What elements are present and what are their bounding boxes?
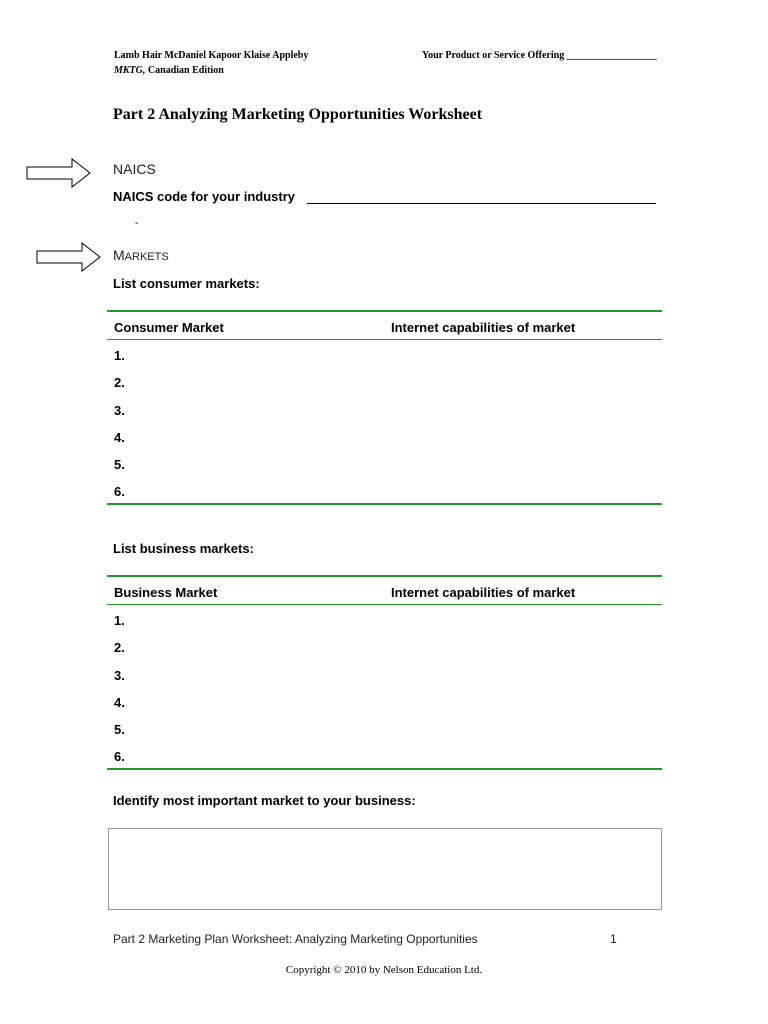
consumer-row-1[interactable]: 1. — [114, 348, 125, 363]
markets-heading-rest: ARKETS — [124, 251, 169, 263]
important-market-answer-box[interactable] — [108, 828, 662, 910]
consumer-row-3[interactable]: 3. — [114, 403, 125, 418]
business-row-6[interactable]: 6. — [114, 749, 125, 764]
naics-code-label: NAICS code for your industry — [113, 189, 296, 204]
page-title: Part 2 Analyzing Marketing Opportunities Worksheet — [113, 106, 483, 123]
consumer-row-6[interactable]: 6. — [114, 484, 125, 499]
table-rule — [107, 604, 662, 605]
product-offering-label: Your Product or Service Offering __________________ — [422, 50, 657, 61]
business-row-1[interactable]: 1. — [114, 613, 125, 628]
business-market-header: Business Market — [114, 585, 218, 600]
naics-heading: NAICS — [113, 161, 156, 177]
page-number: 1 — [610, 932, 617, 946]
table-rule — [107, 310, 662, 312]
business-markets-prompt: List business markets: — [113, 541, 254, 556]
internet-capabilities-header: Internet capabilities of market — [391, 320, 576, 335]
business-row-5[interactable]: 5. — [114, 722, 125, 737]
business-row-4[interactable]: 4. — [114, 695, 125, 710]
arrow-right-icon — [36, 242, 102, 272]
markets-heading — [113, 247, 169, 263]
important-market-prompt: Identify most important market to your business: — [113, 793, 416, 808]
arrow-right-icon — [26, 158, 92, 188]
consumer-market-header: Consumer Market — [114, 320, 224, 335]
business-row-3[interactable]: 3. — [114, 668, 125, 683]
copyright: Copyright © 2010 by Nelson Education Ltd. — [285, 964, 483, 976]
consumer-row-4[interactable]: 4. — [114, 430, 125, 445]
naics-code-line — [113, 189, 295, 204]
consumer-row-5[interactable]: 5. — [114, 457, 125, 472]
table-rule — [107, 575, 662, 577]
edition-line — [114, 65, 224, 76]
edition-title: MKTG, — [114, 65, 146, 76]
footer-text: Part 2 Marketing Plan Worksheet: Analyzing Marketing Opportunities — [113, 932, 478, 946]
edition-suffix: Canadian Edition — [145, 65, 224, 76]
markets-heading-initial: M — [113, 247, 125, 263]
table-rule — [107, 503, 662, 505]
authors: Lamb Hair McDaniel Kapoor Klaise Appleby — [114, 50, 309, 61]
internet-capabilities-header: Internet capabilities of market — [391, 585, 576, 600]
naics-code-field[interactable] — [307, 189, 656, 204]
consumer-markets-prompt: List consumer markets: — [113, 276, 260, 291]
table-rule — [107, 768, 662, 770]
table-rule — [107, 339, 662, 340]
consumer-row-2[interactable]: 2. — [114, 375, 125, 390]
stray-dash: - — [135, 218, 139, 229]
business-row-2[interactable]: 2. — [114, 640, 125, 655]
